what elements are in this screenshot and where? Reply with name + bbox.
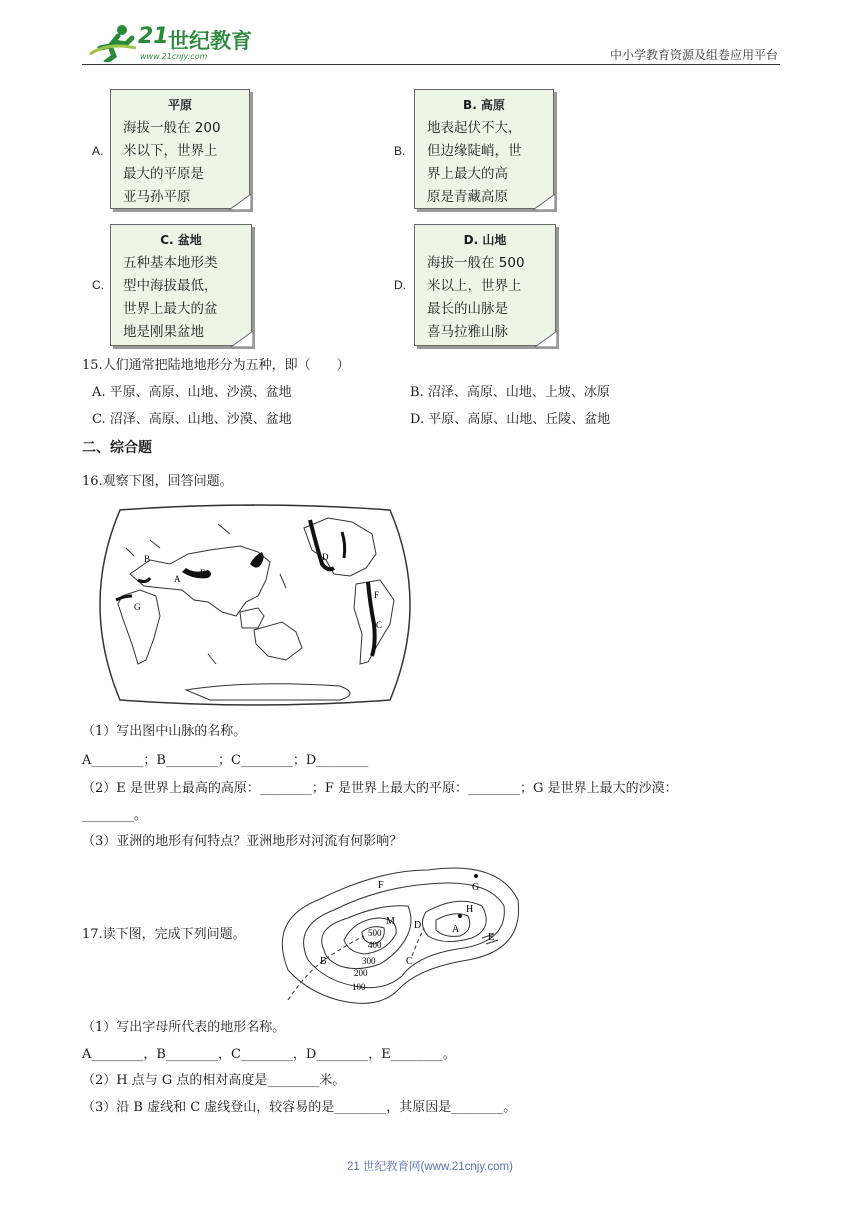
question-17-stem: 17.读下图，完成下列问题。 — [82, 927, 246, 942]
contour-label: G — [472, 882, 480, 893]
info-card — [110, 224, 252, 346]
contour-label: A — [452, 924, 460, 935]
contour-label: D — [414, 920, 422, 931]
page-fold-icon — [231, 331, 253, 347]
map-label: G — [134, 602, 141, 612]
card-body — [123, 117, 241, 209]
card-line: 型中海拔最低， — [123, 278, 218, 294]
contour-value: 500 — [368, 928, 382, 938]
map-label: C — [376, 620, 383, 630]
runner-logo-icon — [88, 22, 138, 62]
q15-option-b[interactable]: B. 沼泽、高原、山地、上坡、冰原 — [410, 385, 610, 400]
contour-value: 100 — [352, 982, 366, 992]
contour-map-figure — [268, 860, 524, 1010]
q16-part-2[interactable]: （2）E 是世界上最高的高原：________；F 是世界上最大的平原：________；G 是世界上最大的沙漠： — [82, 781, 678, 796]
q15-option-a[interactable]: A. 平原、高原、山地、沙漠、盆地 — [92, 385, 292, 400]
logo-url: www.21cnjy.com — [140, 52, 208, 61]
card-line: 亚马孙平原 — [123, 189, 191, 205]
info-card — [414, 224, 556, 346]
card-line: 最长的山脉是 — [427, 301, 508, 317]
q17-part-1-blanks[interactable]: A________，B________，C________，D________，E________。 — [82, 1047, 456, 1062]
question-16-stem: 16.观察下图，回答问题。 — [82, 474, 233, 489]
section-heading: 二、综合题 — [82, 440, 152, 456]
question-15-stem: 15.人们通常把陆地地形分为五种，即（ ） — [82, 358, 350, 373]
q17-part-3[interactable]: （3）沿 B 虚线和 C 虚线登山，较容易的是________，其原因是________。 — [82, 1100, 517, 1115]
world-map-figure — [90, 504, 420, 706]
contour-label: C — [406, 956, 413, 967]
contour-value: 400 — [368, 940, 382, 950]
page-fold-icon — [229, 194, 251, 210]
page-footer: 21 世纪教育网(www.21cnjy.com) — [347, 1161, 513, 1173]
contour-label: B — [320, 956, 327, 967]
q17-part-1: （1）写出字母所代表的地形名称。 — [82, 1020, 286, 1035]
card-line: 世界上最大的盆 — [123, 301, 218, 317]
card-line: 喜马拉雅山脉 — [427, 324, 508, 340]
card-line: 但边缘陡峭，世 — [427, 143, 522, 159]
card-body — [427, 117, 545, 209]
contour-label: M — [386, 916, 395, 927]
contour-value: 300 — [362, 956, 376, 966]
option-letter: C. — [92, 278, 104, 292]
option-letter: D. — [394, 278, 406, 292]
q16-part-1: （1）写出图中山脉的名称。 — [82, 724, 247, 739]
contour-label: H — [466, 904, 474, 915]
map-label: D — [322, 552, 329, 562]
card-line: 米以上，世界上 — [427, 278, 522, 294]
option-letter: B. — [394, 144, 406, 158]
q16-part-1-blanks[interactable]: A________；B________；C________；D________ — [82, 753, 369, 768]
logo-text: 世纪教育 — [168, 29, 252, 53]
card-line: 海拔一般在 200 — [123, 120, 221, 136]
contour-label: F — [378, 880, 384, 891]
card-body — [123, 252, 241, 344]
card-line: 五种基本地形类 — [123, 255, 218, 271]
map-label: E — [200, 568, 206, 578]
q16-part-2-cont[interactable]: ________。 — [82, 808, 148, 823]
option-letter: A. — [92, 144, 104, 158]
info-card — [414, 89, 554, 209]
card-title: B. 高原 — [463, 98, 505, 112]
map-label: A — [174, 574, 181, 584]
contour-value: 200 — [354, 968, 368, 978]
card-body — [427, 252, 545, 344]
page-fold-icon — [535, 331, 557, 347]
card-line: 原是青藏高原 — [427, 189, 508, 205]
site-logo — [88, 22, 253, 64]
card-line: 海拔一般在 500 — [427, 255, 525, 271]
card-line: 最大的平原是 — [123, 166, 204, 182]
card-title: D. 山地 — [463, 233, 507, 247]
platform-name: 中小学教育资源及组卷应用平台 — [609, 48, 778, 62]
header-divider — [82, 64, 780, 65]
map-label: F — [374, 590, 380, 600]
card-line: 米以下，世界上 — [123, 143, 218, 159]
q17-part-2[interactable]: （2）H 点与 G 点的相对高度是________米。 — [82, 1073, 346, 1088]
card-line: 地是刚果盆地 — [123, 324, 204, 340]
card-title: 平原 — [167, 98, 192, 112]
card-line: 界上最大的高 — [427, 166, 508, 182]
info-card — [110, 89, 250, 209]
card-title: C. 盆地 — [160, 233, 202, 247]
logo-number: 21 — [138, 24, 169, 49]
map-label: B — [144, 554, 151, 564]
page-fold-icon — [533, 194, 555, 210]
contour-label: E — [488, 932, 495, 943]
q15-option-d[interactable]: D. 平原、高原、山地、丘陵、盆地 — [410, 412, 611, 427]
q15-option-c[interactable]: C. 沼泽、高原、山地、沙漠、盆地 — [92, 412, 292, 427]
q16-part-3: （3）亚洲的地形有何特点？亚洲地形对河流有何影响？ — [82, 834, 403, 849]
card-line: 地表起伏不大， — [427, 120, 522, 136]
